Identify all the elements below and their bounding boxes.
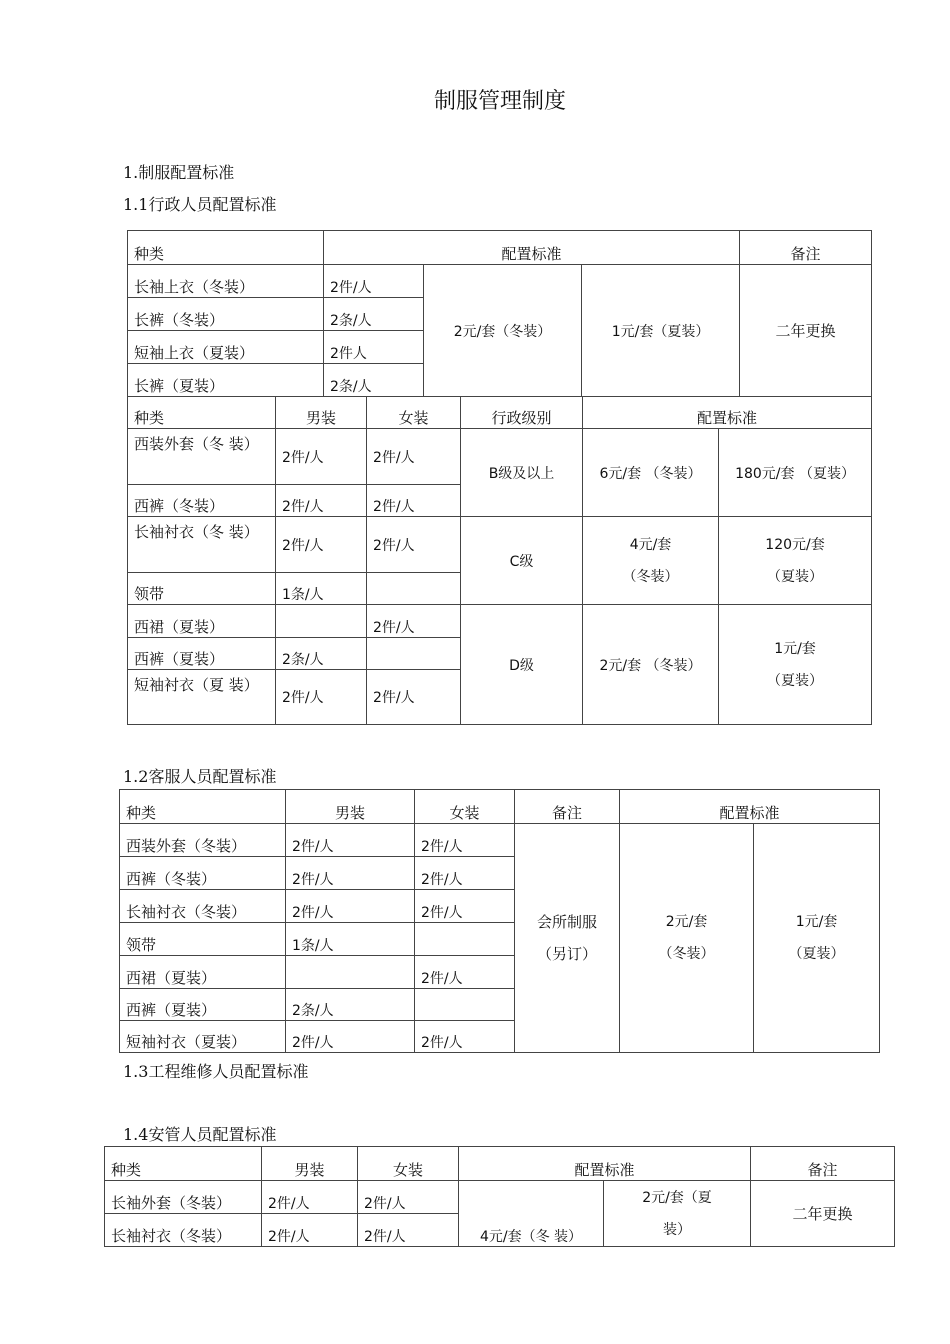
table-cell-kind: 长袖衬衣（冬装）: [120, 890, 286, 923]
table-cell-male: 2条/人: [286, 989, 415, 1021]
note-text: 会所制服: [536, 913, 597, 931]
header-male: 男装: [276, 397, 367, 429]
level-b-winter: 6元/套 （冬装）: [583, 429, 719, 517]
table-cell-female: 2件/人: [415, 857, 515, 890]
table-cell-female: 2件/人: [367, 517, 461, 573]
table-cell-female: 2件/人: [358, 1181, 459, 1214]
table-cell-kind: 西裙（夏装）: [120, 956, 286, 989]
table-cell-male: [286, 956, 415, 989]
service-uniform-table: [119, 789, 880, 1053]
header-note: 备注: [751, 1147, 895, 1181]
admin-uniform-table: [127, 230, 872, 397]
level-d-winter: 2元/套 （冬装）: [583, 605, 719, 725]
level-c-summer: [719, 517, 872, 605]
table-cell-kind: 长裤（夏装）: [128, 364, 324, 397]
header-male: 男装: [262, 1147, 358, 1181]
level-c: C级: [461, 517, 583, 605]
header-standard: 配置标准: [620, 790, 880, 824]
table-cell-kind: 长袖外套（冬装）: [105, 1181, 262, 1214]
table-cell-female: [415, 923, 515, 956]
table-cell-qty: 2条/人: [324, 298, 424, 331]
header-kind: 种类: [120, 790, 286, 824]
table-cell-kind: 西裙（夏装）: [128, 605, 276, 638]
table-cell-male: 2件/人: [286, 890, 415, 923]
table-cell-kind: 西裤（冬装）: [120, 857, 286, 890]
table-cell-female: 2件/人: [367, 605, 461, 638]
table-cell-female: 2件/人: [415, 824, 515, 857]
header-kind: 种类: [105, 1147, 262, 1181]
header-kind: 种类: [128, 397, 276, 429]
table-cell-male: 2件/人: [276, 517, 367, 573]
table-cell-male: 2条/人: [276, 638, 367, 670]
table-cell-male: [276, 605, 367, 638]
level-c-summer-season: （夏装）: [767, 568, 823, 585]
table-cell-male: 2件/人: [262, 1214, 358, 1247]
level-c-winter-season: （冬装）: [622, 568, 679, 585]
table-cell-male: 2件/人: [286, 857, 415, 890]
header-kind: 种类: [128, 231, 324, 265]
table-cell-kind: 西装外套（冬装）: [120, 824, 286, 857]
table-cell-female: 2件/人: [367, 670, 461, 725]
level-d-summer-price: 1元/套: [774, 640, 816, 657]
level-c-winter-price: 4元/套: [629, 536, 672, 553]
table-cell-kind: 长袖衬衣（冬装）: [105, 1214, 262, 1247]
table-cell-kind: 西装外套（冬 装）: [128, 429, 276, 485]
table-cell-qty: 2件人: [324, 331, 424, 364]
table-cell-kind: 长裤（冬装）: [128, 298, 324, 331]
table-cell-female: 2件/人: [415, 890, 515, 923]
table-cell-male: 2件/人: [276, 670, 367, 725]
header-standard: 配置标准: [324, 231, 740, 265]
table-cell-female: 2件/人: [358, 1214, 459, 1247]
table-cell-male: 2件/人: [276, 485, 367, 517]
level-c-summer-price: 120元/套: [765, 536, 825, 553]
table-cell-female: 2件/人: [367, 485, 461, 517]
header-note: 备注: [515, 790, 620, 824]
table-cell-female: [415, 989, 515, 1021]
table-cell-qty: 2条/人: [324, 364, 424, 397]
table-cell-kind: 领带: [120, 923, 286, 956]
section-heading-1-2: 1.2客服人员配置标准: [123, 767, 277, 786]
summer-season: （夏装）: [788, 946, 845, 962]
winter-price: 2元/套: [665, 914, 708, 930]
table-cell-kind: 短袖衬衣（夏装）: [120, 1021, 286, 1053]
winter-standard: 4元/套（冬 装）: [459, 1181, 604, 1247]
table-cell-kind: 西裤（冬装）: [128, 485, 276, 517]
header-female: 女装: [358, 1147, 459, 1181]
note-cell: [515, 824, 620, 1053]
table-cell-male: 2件/人: [262, 1181, 358, 1214]
table-cell-kind: 领带: [128, 573, 276, 605]
table-cell-qty: 2件/人: [324, 265, 424, 298]
table-cell-male: 2件/人: [286, 1021, 415, 1053]
table-cell-female: [367, 573, 461, 605]
summer-standard: 1元/套（夏装）: [582, 265, 740, 397]
level-b: B级及以上: [461, 429, 583, 517]
table-cell-female: [367, 638, 461, 670]
level-b-summer: 180元/套 （夏装）: [719, 429, 872, 517]
note-subtext: （另订）: [536, 945, 597, 963]
level-d-summer: [719, 605, 872, 725]
table-cell-female: 2件/人: [415, 956, 515, 989]
header-female: 女装: [415, 790, 515, 824]
section-heading-1-3: 1.3工程维修人员配置标准: [123, 1062, 309, 1081]
level-c-winter: [583, 517, 719, 605]
level-d-summer-season: （夏装）: [767, 672, 823, 689]
winter-season: （冬装）: [658, 946, 715, 962]
summer-season: 装）: [663, 1221, 691, 1238]
security-uniform-table: [104, 1146, 895, 1247]
table-cell-kind: 长袖上衣（冬装）: [128, 265, 324, 298]
header-standard: 配置标准: [583, 397, 872, 429]
winter-standard: 2元/套（冬装）: [424, 265, 582, 397]
table-cell-male: 1条/人: [276, 573, 367, 605]
table-cell-male: 2件/人: [286, 824, 415, 857]
section-heading-1-1: 1.1行政人员配置标准: [123, 195, 277, 214]
table-cell-male: 1条/人: [286, 923, 415, 956]
table-cell-male: 2件/人: [276, 429, 367, 485]
admin-level-table: [127, 396, 872, 725]
header-female: 女装: [367, 397, 461, 429]
table-cell-female: 2件/人: [415, 1021, 515, 1053]
table-cell-kind: 短袖上衣（夏装）: [128, 331, 324, 364]
table-cell-kind: 短袖衬衣（夏 装）: [128, 670, 276, 725]
header-note: 备注: [740, 231, 872, 265]
section-heading-1: 1.制服配置标准: [123, 163, 235, 182]
summer-price: 1元/套: [795, 914, 838, 930]
summer-price: 2元/套（夏: [642, 1189, 712, 1206]
header-male: 男装: [286, 790, 415, 824]
level-d: D级: [461, 605, 583, 725]
page-title: 制服管理制度: [433, 89, 566, 114]
table-cell-kind: 西裤（夏装）: [128, 638, 276, 670]
winter-standard: [620, 824, 754, 1053]
note-cell: 二年更换: [740, 265, 872, 397]
table-cell-female: 2件/人: [367, 429, 461, 485]
note-cell: 二年更换: [751, 1181, 895, 1247]
header-level: 行政级别: [461, 397, 583, 429]
summer-standard: [604, 1181, 751, 1247]
table-cell-kind: 西裤（夏装）: [120, 989, 286, 1021]
section-heading-1-4: 1.4安管人员配置标准: [123, 1125, 277, 1144]
table-cell-kind: 长袖衬衣（冬 装）: [128, 517, 276, 573]
header-standard: 配置标准: [459, 1147, 751, 1181]
summer-standard: [754, 824, 880, 1053]
